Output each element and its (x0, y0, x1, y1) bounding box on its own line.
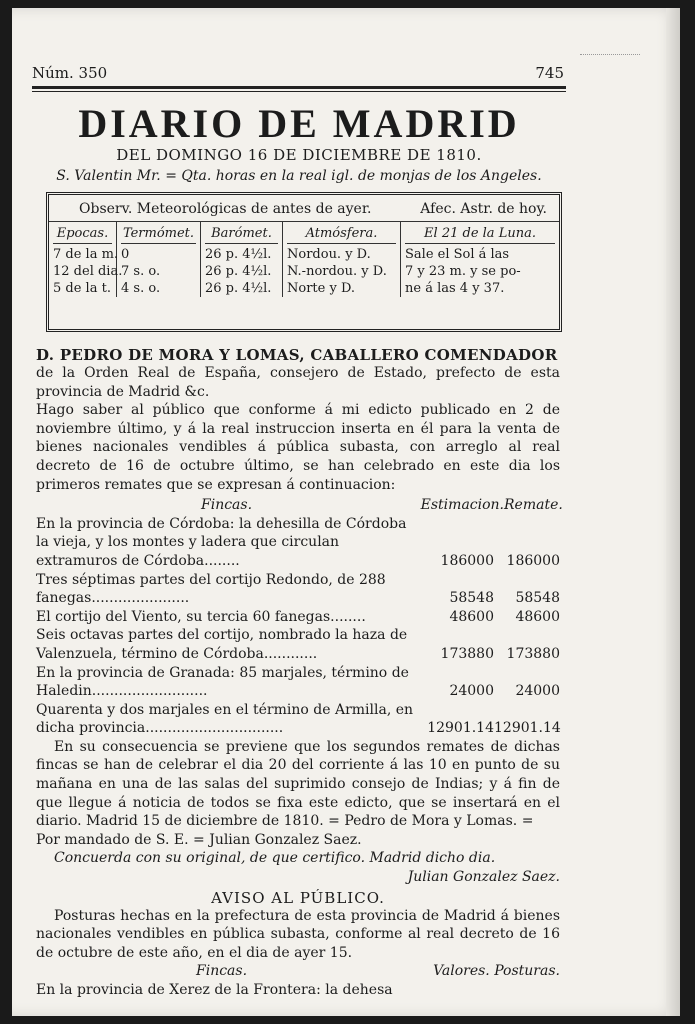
weather-table (46, 192, 562, 332)
item-text: En la provincia de Granada: 85 marjales, término de Haledin.......................... (36, 664, 409, 700)
remate-header: Remate. (504, 497, 563, 514)
item-text: Seis octavas partes del cortijo, nombrado la haza de Valenzuela, término de Córdoba............ (36, 627, 408, 662)
col-header: Termómet. (121, 222, 196, 244)
item-remate: 186000 (506, 552, 560, 569)
col-termometro (117, 222, 201, 297)
col-epocas (49, 222, 123, 297)
col-luna (401, 222, 559, 297)
dateline: DEL DOMINGO 16 DE DICIEMBRE DE 1810. (116, 146, 482, 164)
decree-signature: Julian Gonzalez Saez. (407, 869, 560, 886)
col-atmosfera (283, 222, 401, 297)
col-header: Atmósfera. (287, 222, 396, 244)
cell: 7 y 23 m. y se po- (405, 264, 521, 279)
list-item (36, 515, 560, 571)
aviso-text: Posturas hechas en la prefectura de esta provincia de Madrid á bienes nacionales vendibles en pública subasta, conforme al real decreto de 16 de octubre de este año, en el dia de ayer 15. (36, 907, 560, 961)
estimacion-header: Estimacion. (420, 497, 504, 514)
decree-paragraph: Hago saber al público que conforme á mi edicto publicado en 2 de noviembre último, y á la real instruccion inserta en él para la venta de bienes nacionales vendibles á pública subasta, con arreglo al real decreto de 16 de octubre último, se han celebrado en este dia los primeros remates que se expresan á continuacion: (36, 402, 560, 493)
cell: 7 de la m. (53, 247, 119, 262)
cell: 5 de la t. (53, 281, 111, 296)
page-number: 745 (535, 64, 564, 82)
cell: 0 (121, 247, 130, 262)
cell: 26 p. 4½l. (205, 281, 272, 296)
decree-mandate: Por mandado de S. E. = Julian Gonzalez Saez. (36, 831, 362, 848)
item-text: El cortijo del Viento, su tercia 60 fanegas........ (36, 608, 366, 625)
item-remate: 58548 (515, 590, 560, 607)
item-remate: 48600 (515, 608, 560, 625)
list-item (36, 571, 560, 608)
cell: 4 s. o. (121, 281, 161, 296)
saints-line: S. Valentin Mr. = Qta. horas en la real igl. de monjas de los Angeles. (56, 168, 542, 184)
aviso-valores-header: Valores. Posturas. (433, 963, 560, 980)
cell: Nordou. y D. (287, 247, 371, 262)
col-header: El 21 de la Luna. (405, 222, 555, 244)
item-remate: 12901.14 (494, 720, 561, 737)
decree-intro: de la Orden Real de España, consejero de Estado, prefecto de esta provincia de Madrid &c. (36, 365, 560, 400)
fincas-header: Fincas. (201, 497, 253, 514)
item-estimacion: 24000 (449, 683, 494, 700)
cell: N.-nordou. y D. (287, 264, 387, 279)
cell: Sale el Sol á las (405, 247, 510, 262)
list-item (36, 626, 560, 663)
cell: 26 p. 4½l. (205, 247, 272, 262)
aviso-title: AVISO AL PÚBLICO. (211, 888, 385, 907)
weather-columns (49, 222, 559, 297)
cell: ne á las 4 y 37. (405, 281, 505, 296)
list-headers (36, 496, 563, 515)
list-item (36, 701, 560, 738)
list-item (36, 608, 560, 627)
cell: 26 p. 4½l. (205, 264, 272, 279)
cell: 7 s. o. (121, 264, 161, 279)
item-estimacion: 12901.14 (427, 720, 494, 737)
item-estimacion: 186000 (440, 552, 494, 569)
item-estimacion: 58548 (449, 590, 494, 607)
item-text: En la provincia de Córdoba: la dehesilla de Córdoba la vieja, y los montes y ladera que circulan extramuros de Córdoba........ (36, 515, 407, 569)
decree-section (36, 346, 563, 1000)
item-text: Tres séptimas partes del cortijo Redondo, de 288 fanegas...................... (36, 571, 386, 607)
decree-certify: Concuerda con su original, de que certifico. Madrid dicho dia. (54, 850, 496, 867)
col-barometro (201, 222, 283, 297)
col-header: Epocas. (53, 222, 112, 244)
item-text: Quarenta y dos marjales en el término de Armilla, en dicha provincia............................... (36, 701, 414, 737)
aviso-fincas-header: Fincas. (196, 963, 248, 980)
decree-closing: En su consecuencia se previene que los segundos remates de dichas fincas se han de celebrar el dia 20 del corriente á las 10 en punto de su mañana en una de las salas del suprimido consejo de Indias; y á fin de que llegue á noticia de todos se fixa este edicto, que se insertará en el diario. Madrid 15 de diciembre de 1810. = Pedro de Mora y Lomas. = (36, 738, 560, 830)
item-estimacion: 48600 (449, 608, 494, 625)
observations-heading: Observ. Meteorológicas de antes de ayer. (79, 201, 372, 217)
aviso-list-headers (36, 962, 560, 981)
item-estimacion: 173880 (440, 645, 494, 662)
header-rule (32, 86, 566, 92)
cell: Norte y D. (287, 281, 356, 296)
scan-mark (580, 48, 640, 55)
item-remate: 24000 (515, 683, 560, 700)
issue-header (32, 64, 564, 82)
aviso-first-line: En la provincia de Xerez de la Frontera: la dehesa (36, 982, 393, 998)
weather-table-header (49, 195, 559, 222)
cell: 12 del dia. (53, 264, 123, 279)
decree-title: D. PEDRO DE MORA Y LOMAS, CABALLERO COMENDADOR (36, 346, 558, 364)
masthead-title: DIARIO DE MADRID (78, 101, 520, 146)
item-remate: 173880 (506, 645, 560, 662)
astro-heading: Afec. Astr. de hoy. (420, 201, 547, 217)
issue-number: Núm. 350 (32, 64, 108, 82)
page-edge (666, 8, 680, 1016)
list-item (36, 664, 560, 701)
col-header: Barómet. (205, 222, 278, 244)
